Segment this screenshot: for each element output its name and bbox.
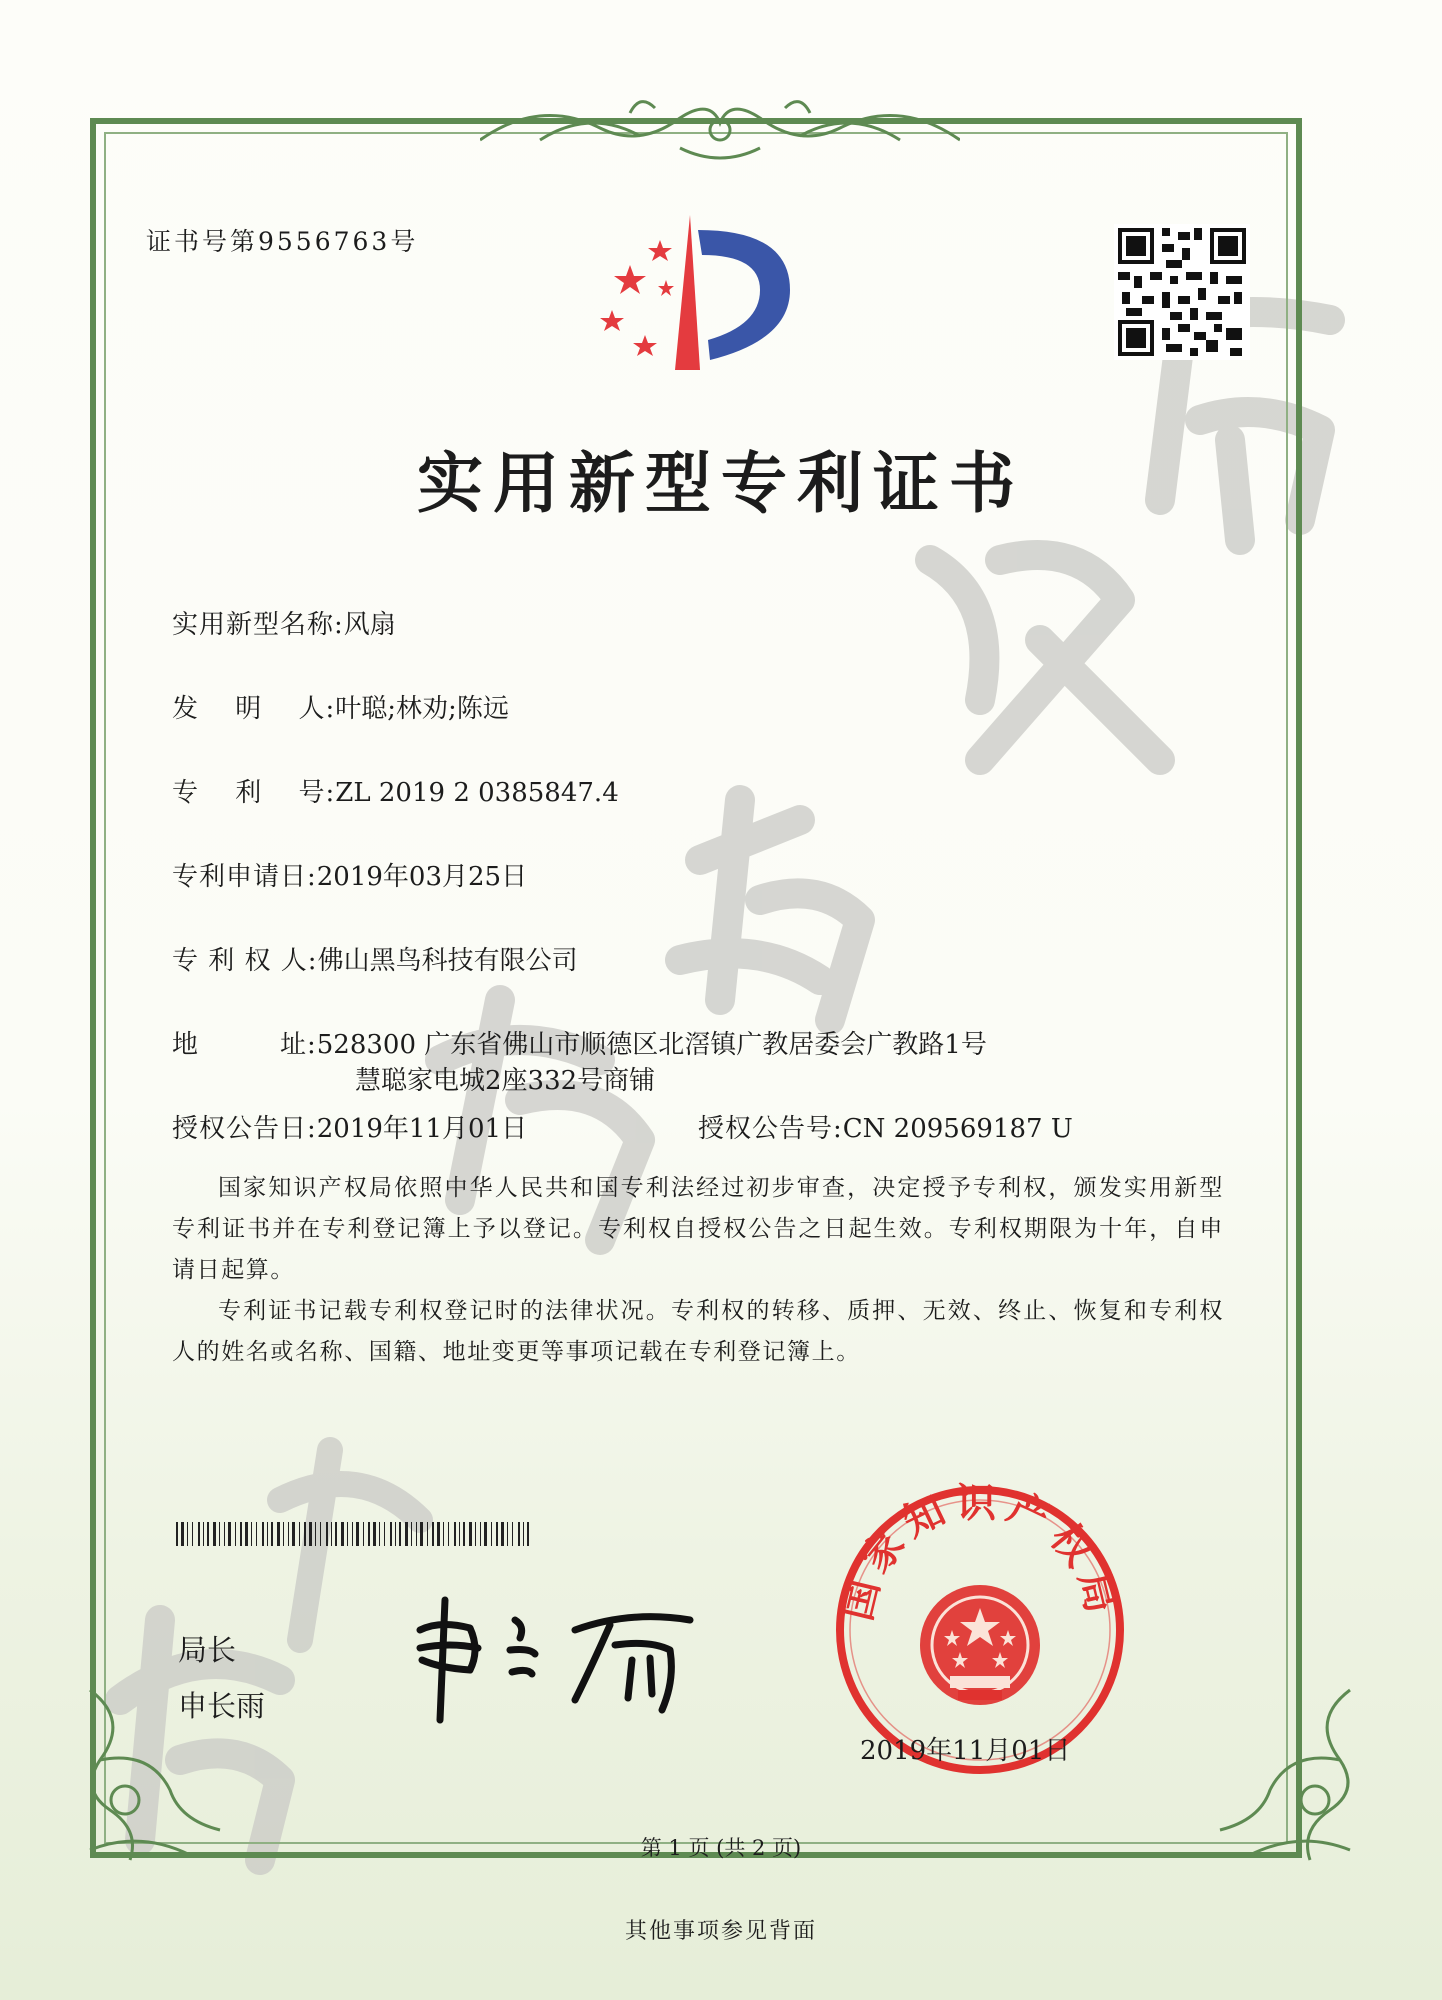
field-publication-number bbox=[698, 1108, 1073, 1145]
field-value: 慧聪家电城2座332号商铺 bbox=[355, 1066, 656, 1096]
back-side-note: 其他事项参见背面 bbox=[624, 1919, 817, 1944]
field-patentee bbox=[172, 940, 578, 977]
field-address bbox=[172, 1024, 987, 1061]
certificate-number: 证书号第9556763号 bbox=[146, 227, 419, 256]
field-label: 专 利 权 人: bbox=[172, 946, 318, 976]
qr-code bbox=[1114, 224, 1250, 360]
field-patent-number bbox=[172, 772, 619, 809]
seal-date: 2019年11月01日 bbox=[860, 1736, 1071, 1766]
field-value: ZL 2019 2 0385847.4 bbox=[335, 778, 619, 808]
field-grant-date bbox=[172, 1108, 527, 1145]
certificate-title: 实用新型专利证书 bbox=[417, 445, 1025, 522]
top-ornament bbox=[480, 78, 960, 168]
patent-office-emblem-icon bbox=[590, 210, 810, 380]
director-signature bbox=[400, 1590, 720, 1730]
field-value: CN 209569187 U bbox=[842, 1114, 1073, 1144]
field-value: 佛山黑鸟科技有限公司 bbox=[317, 946, 578, 976]
field-application-date bbox=[172, 856, 527, 893]
field-value: 叶聪;林劝;陈远 bbox=[335, 694, 509, 724]
barcode bbox=[176, 1522, 530, 1546]
field-value: 2019年11月01日 bbox=[316, 1114, 528, 1144]
field-label: 专利申请日: bbox=[172, 862, 317, 892]
field-label: 授权公告号: bbox=[698, 1114, 843, 1144]
field-label: 地 址: bbox=[172, 1030, 317, 1060]
director-title: 局长 bbox=[178, 1633, 237, 1667]
field-label: 授权公告日: bbox=[172, 1114, 317, 1144]
page-number: 第 1 页 (共 2 页) bbox=[640, 1836, 802, 1860]
director-name: 申长雨 bbox=[178, 1689, 266, 1723]
field-label: 发 明 人: bbox=[172, 694, 336, 724]
certificate-body-text bbox=[172, 1168, 1224, 1373]
body-paragraph-2: 专利证书记载专利权登记时的法律状况。专利权的转移、质押、无效、终止、恢复和专利权人的姓名或名称、国籍、地址变更等事项记载在专利登记簿上。 bbox=[172, 1298, 1224, 1365]
field-model-name bbox=[172, 604, 396, 641]
field-label: 实用新型名称: bbox=[172, 610, 344, 640]
field-label: 专 利 号: bbox=[172, 778, 336, 808]
body-paragraph-1: 国家知识产权局依照中华人民共和国专利法经过初步审查，决定授予专利权，颁发实用新型专利证书并在专利登记簿上予以登记。专利权自授权公告之日起生效。专利权期限为十年，自申请日起算。 bbox=[172, 1175, 1224, 1283]
field-value: 风扇 bbox=[343, 610, 396, 640]
field-inventors bbox=[172, 688, 509, 725]
field-address-line2 bbox=[355, 1060, 655, 1097]
svg-text:国家知识产权局: 国家知识产权局 bbox=[834, 1480, 1126, 1626]
field-value: 528300 广东省佛山市顺德区北滘镇广教居委会广教路1号 bbox=[316, 1030, 987, 1060]
field-value: 2019年03月25日 bbox=[316, 862, 528, 892]
